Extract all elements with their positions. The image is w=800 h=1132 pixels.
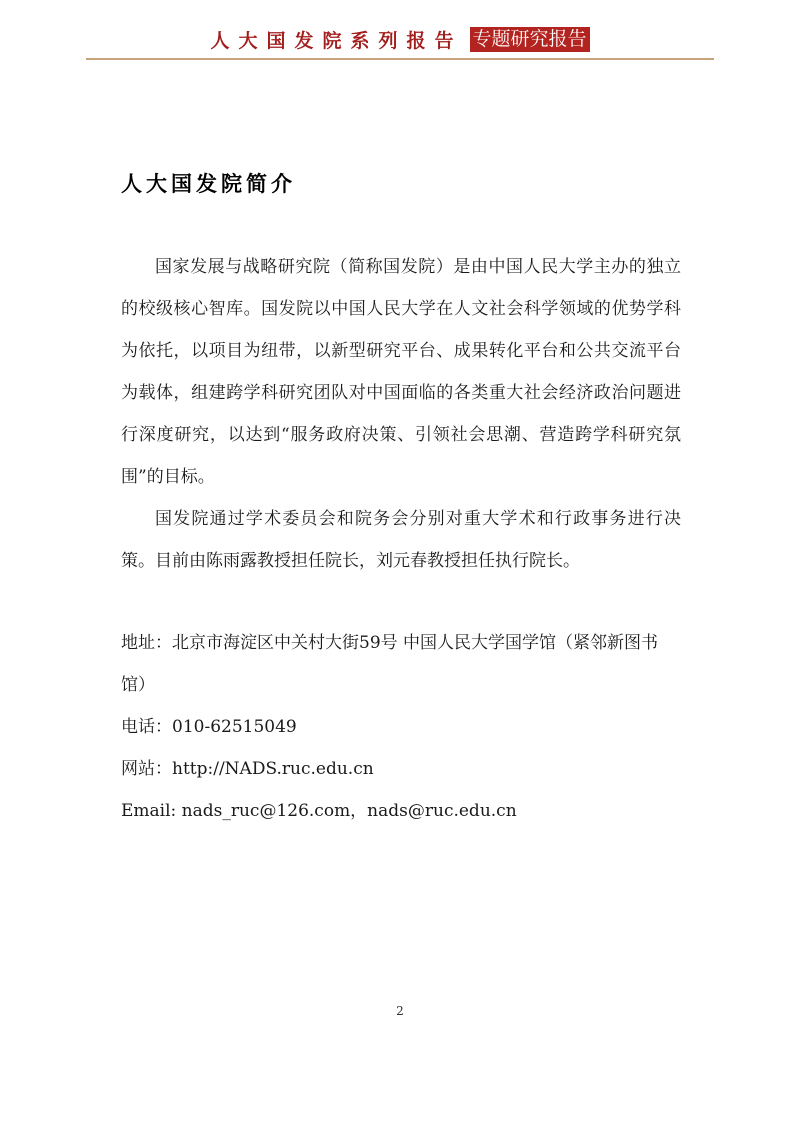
page-number: 2 [396,1004,404,1018]
header-divider [86,58,714,60]
contact-email: Email: nads_ruc@126.com，nads@ruc.edu.cn [121,801,517,821]
contact-address: 地址：北京市海淀区中关村大街59号 中国人民大学国学馆（紧邻新图书馆） [121,633,659,695]
section-title: 人大国发院简介 [121,171,296,196]
contact-website: 网站：http://NADS.ruc.edu.cn [121,759,374,779]
report-series-title: 人大国发院系列报告 [210,30,463,52]
report-type-badge: 专题研究报告 [470,27,590,52]
governance-paragraph: 国发院通过学术委员会和院务会分别对重大学术和行政事务进行决策。目前由陈雨露教授担任院长，刘元春教授担任执行院长。 [121,509,681,571]
report-header [86,26,714,58]
contact-phone: 电话：010-62515049 [121,717,297,737]
intro-paragraph: 国家发展与战略研究院（简称国发院）是由中国人民大学主办的独立的校级核心智库。国发院以中国人民大学在人文社会科学领域的优势学科为依托，以项目为纽带，以新型研究平台、成果转化平台和公共交流平台为载体，组建跨学科研究团队对中国面临的各类重大社会经济政治问题进行深度研究，以达到“服务政府决策、引领社会思潮、营造跨学科研究氛围”的目标。 [121,257,681,487]
